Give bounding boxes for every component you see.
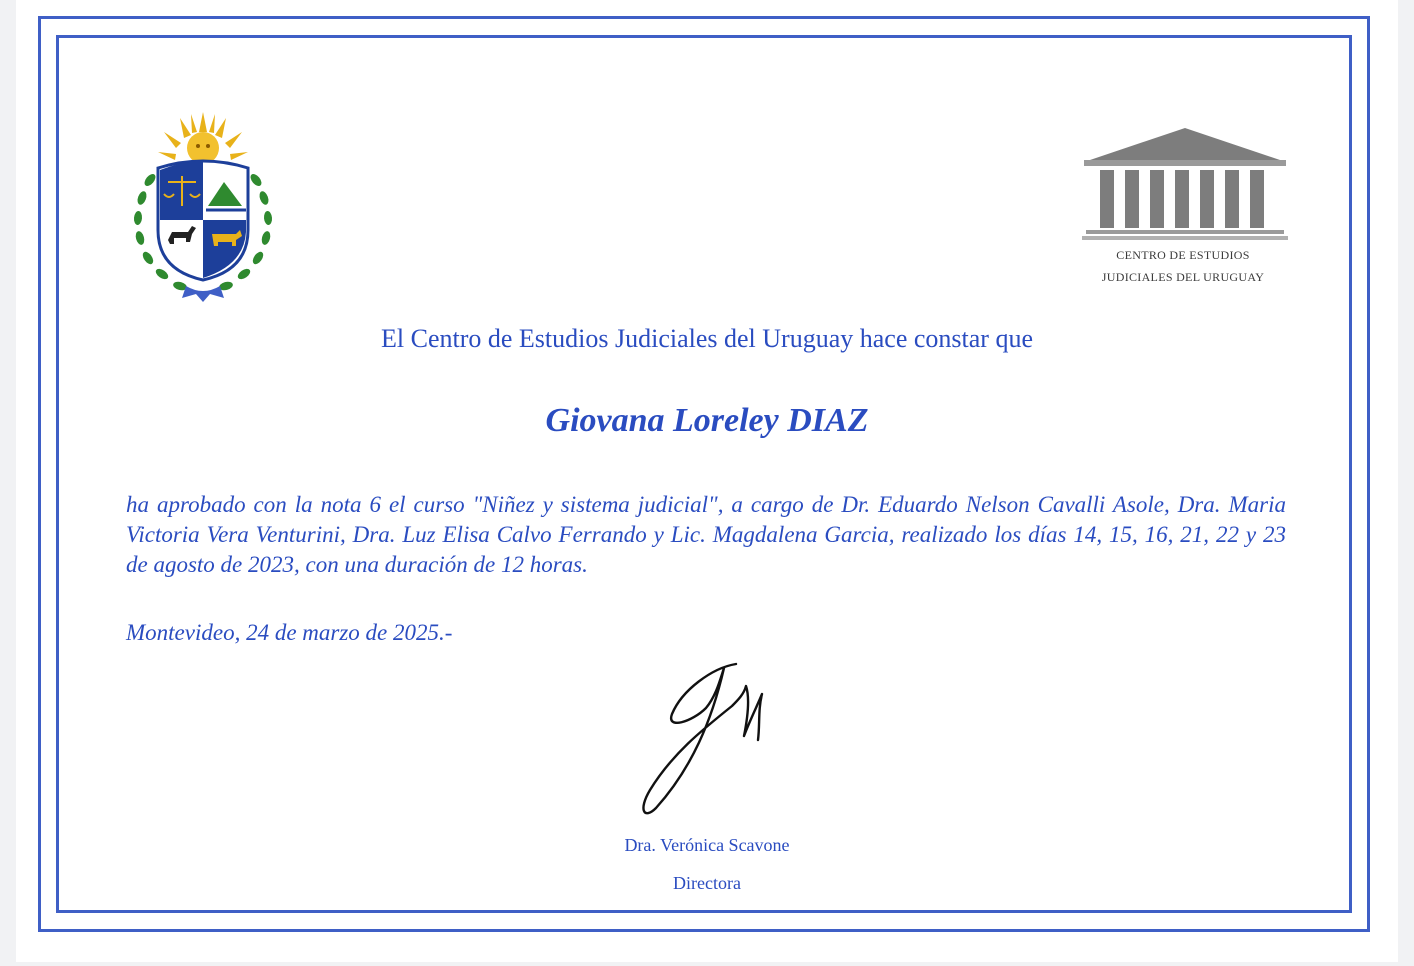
certificate-body: ha aprobado con la nota 6 el curso "Niñez y sistema judicial", a cargo de Dr. Eduardo Nelson Cavalli Asole, Dra. Maria Victoria Vera Venturini, Dra. Luz Elisa Calvo Ferrando y Lic. Magdalena Garcia, realizado los días 14, 15, 16, 21, 22 y 23 de agosto de 2023, con una duración de 12 horas. bbox=[126, 492, 1286, 577]
logo-text-line-1: CENTRO DE ESTUDIOS bbox=[1116, 248, 1250, 262]
handwritten-signature bbox=[632, 650, 792, 820]
signer-name: Dra. Verónica Scavone bbox=[624, 835, 790, 855]
place-and-date: Montevideo, 24 de marzo de 2025.- bbox=[126, 620, 453, 645]
recipient-name: Giovana Loreley DIAZ bbox=[545, 402, 869, 439]
signer-title: Directora bbox=[673, 873, 741, 893]
logo-text-line-2: JUDICIALES DEL URUGUAY bbox=[1101, 270, 1265, 284]
temple-logo-icon bbox=[1080, 124, 1290, 294]
coat-of-arms-icon bbox=[128, 110, 278, 306]
intro-statement: El Centro de Estudios Judiciales del Uruguay hace constar que bbox=[381, 324, 1033, 353]
